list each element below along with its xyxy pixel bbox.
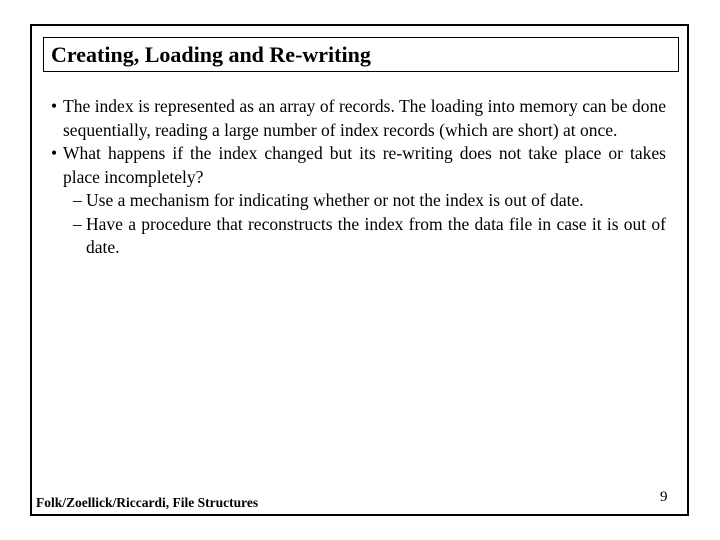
footer-citation: Folk/Zoellick/Riccardi, File Structures [36,495,259,510]
sub-bullet-text: Use a mechanism for indicating whether or not the index is out of date. [86,190,584,210]
page-number: 9 [660,489,668,505]
sub-bullet-text: Have a procedure that reconstructs the index from the data file in case it is out of date. [86,213,666,257]
slide-body [52,95,666,260]
dash-marker: – [73,190,82,210]
slide-title: Creating, Loading and Re-writing [51,42,371,67]
bullet-item [52,95,666,142]
bullet-text: The index is represented as an array of records. The loading into memory can be done sequentially, reading a large number of index records (which are short) at once. [63,96,666,140]
bullet-text: What happens if the index changed but its re-writing does not take place or takes place incompletely? [63,143,666,187]
bullet-marker: • [51,143,58,163]
sub-bullet-item [52,189,666,213]
dash-marker: – [73,213,82,234]
bullet-item [52,142,666,189]
sub-bullet-item [52,213,666,260]
bullet-marker: • [51,96,58,116]
